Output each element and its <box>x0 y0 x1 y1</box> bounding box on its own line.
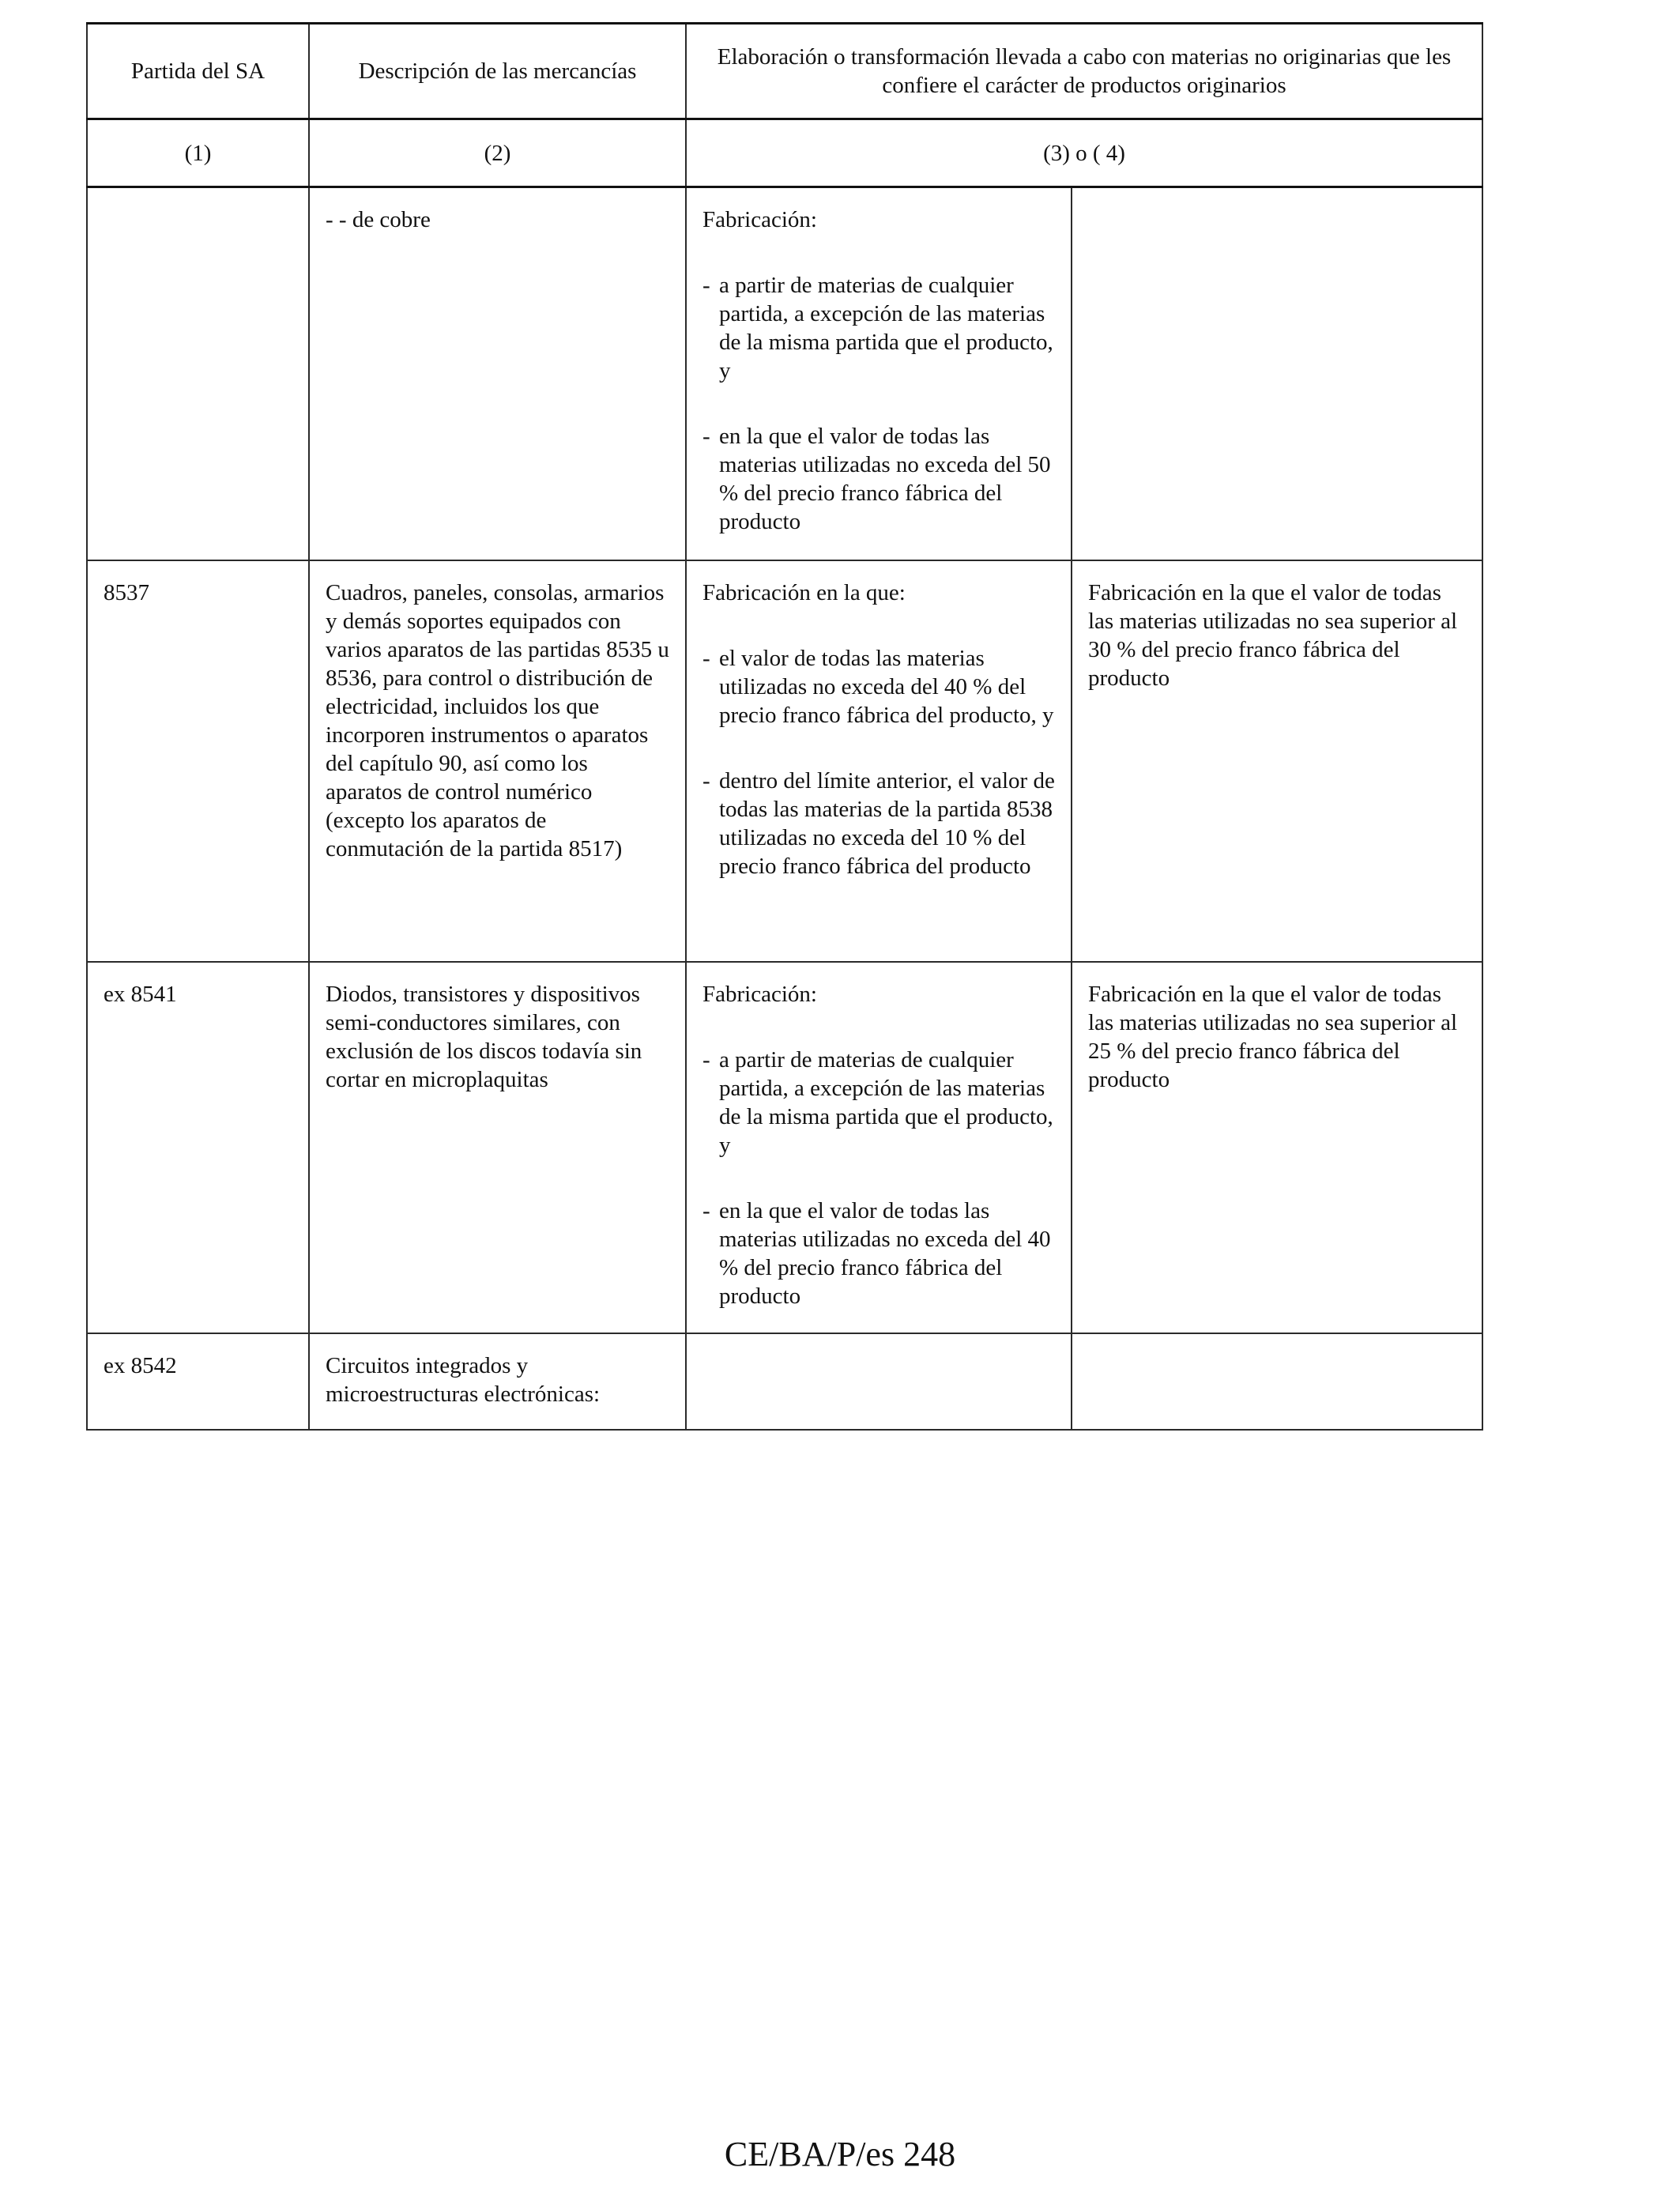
row-processing-rule <box>686 560 1072 962</box>
table-row <box>87 560 1482 962</box>
table-header-row <box>87 24 1482 119</box>
row-alternative-rule: Fabricación en la que el valor de todas las materias utilizadas no sea superior al 25 % del precio franco fábrica del producto <box>1072 962 1482 1333</box>
rule-bullet <box>703 644 1055 729</box>
rule-bullet-text: en la que el valor de todas las materias utilizadas no exceda del 40 % del precio franco fábrica del producto <box>719 1197 1051 1309</box>
row-description: Circuitos integrados y microestructuras electrónicas: <box>309 1333 686 1430</box>
row-alternative-rule <box>1072 1333 1482 1430</box>
row-code: ex 8541 <box>87 962 309 1333</box>
row-description: - - de cobre <box>309 187 686 560</box>
header-elaboracion: Elaboración o transformación llevada a cabo con materias no originarias que les confiere el carácter de productos originarios <box>686 24 1482 119</box>
rule-intro: Fabricación: <box>703 207 817 232</box>
table-row <box>87 1333 1482 1430</box>
row-alternative-rule: Fabricación en la que el valor de todas las materias utilizadas no sea superior al 30 % del precio franco fábrica del producto <box>1072 560 1482 962</box>
rule-bullet <box>703 422 1055 536</box>
rule-bullet <box>703 271 1055 385</box>
rule-bullet-text: a partir de materias de cualquier partida, a excepción de las materias de la misma partida que el producto, y <box>719 273 1053 383</box>
bullet-dash: - <box>703 645 710 671</box>
rule-bullet <box>703 767 1055 880</box>
column-number-3-4: (3) o ( 4) <box>686 119 1482 187</box>
row-processing-rule <box>686 1333 1072 1430</box>
bullet-dash: - <box>703 424 710 449</box>
column-number-2: (2) <box>309 119 686 187</box>
table-row <box>87 962 1482 1333</box>
bullet-dash: - <box>703 1046 710 1072</box>
header-descripcion: Descripción de las mercancías <box>309 24 686 119</box>
table-row <box>87 187 1482 560</box>
row-code <box>87 187 309 560</box>
rules-of-origin-table <box>86 22 1483 1431</box>
rule-intro: Fabricación: <box>703 981 817 1007</box>
row-description: Diodos, transistores y dispositivos semi-conductores similares, con exclusión de los discos todavía sin cortar en microplaquitas <box>309 962 686 1333</box>
rule-intro: Fabricación en la que: <box>703 579 906 605</box>
rule-bullet-text: el valor de todas las materias utilizadas no exceda del 40 % del precio franco fábrica del producto, y <box>719 645 1054 728</box>
rule-bullet <box>703 1046 1055 1159</box>
column-number-1: (1) <box>87 119 309 187</box>
bullet-dash: - <box>703 273 710 298</box>
page-footer-reference: CE/BA/P/es 248 <box>724 2135 956 2173</box>
row-processing-rule <box>686 962 1072 1333</box>
rule-bullet-text: en la que el valor de todas las materias utilizadas no exceda del 50 % del precio franco fábrica del producto <box>719 424 1051 534</box>
rule-bullet <box>703 1197 1055 1310</box>
table-number-row <box>87 119 1482 187</box>
row-processing-rule <box>686 187 1072 560</box>
bullet-dash: - <box>703 1197 710 1223</box>
bullet-dash: - <box>703 767 710 794</box>
row-code: 8537 <box>87 560 309 962</box>
header-partida: Partida del SA <box>87 24 309 119</box>
rule-bullet-text: a partir de materias de cualquier partida, a excepción de las materias de la misma partida que el producto, y <box>719 1046 1053 1158</box>
row-code: ex 8542 <box>87 1333 309 1430</box>
rule-bullet-text: dentro del límite anterior, el valor de todas las materias de la partida 8538 utilizadas no exceda del 10 % del precio franco fábrica del producto <box>719 767 1055 879</box>
row-alternative-rule <box>1072 187 1482 560</box>
row-description: Cuadros, paneles, consolas, armarios y demás soportes equipados con varios aparatos de las partidas 8535 u 8536, para control o distribución de electricidad, incluidos los que incorporen instrumentos o aparatos del capítulo 90, así como los aparatos de control numérico (excepto los aparatos de conmutación de la partida 8517) <box>309 560 686 962</box>
